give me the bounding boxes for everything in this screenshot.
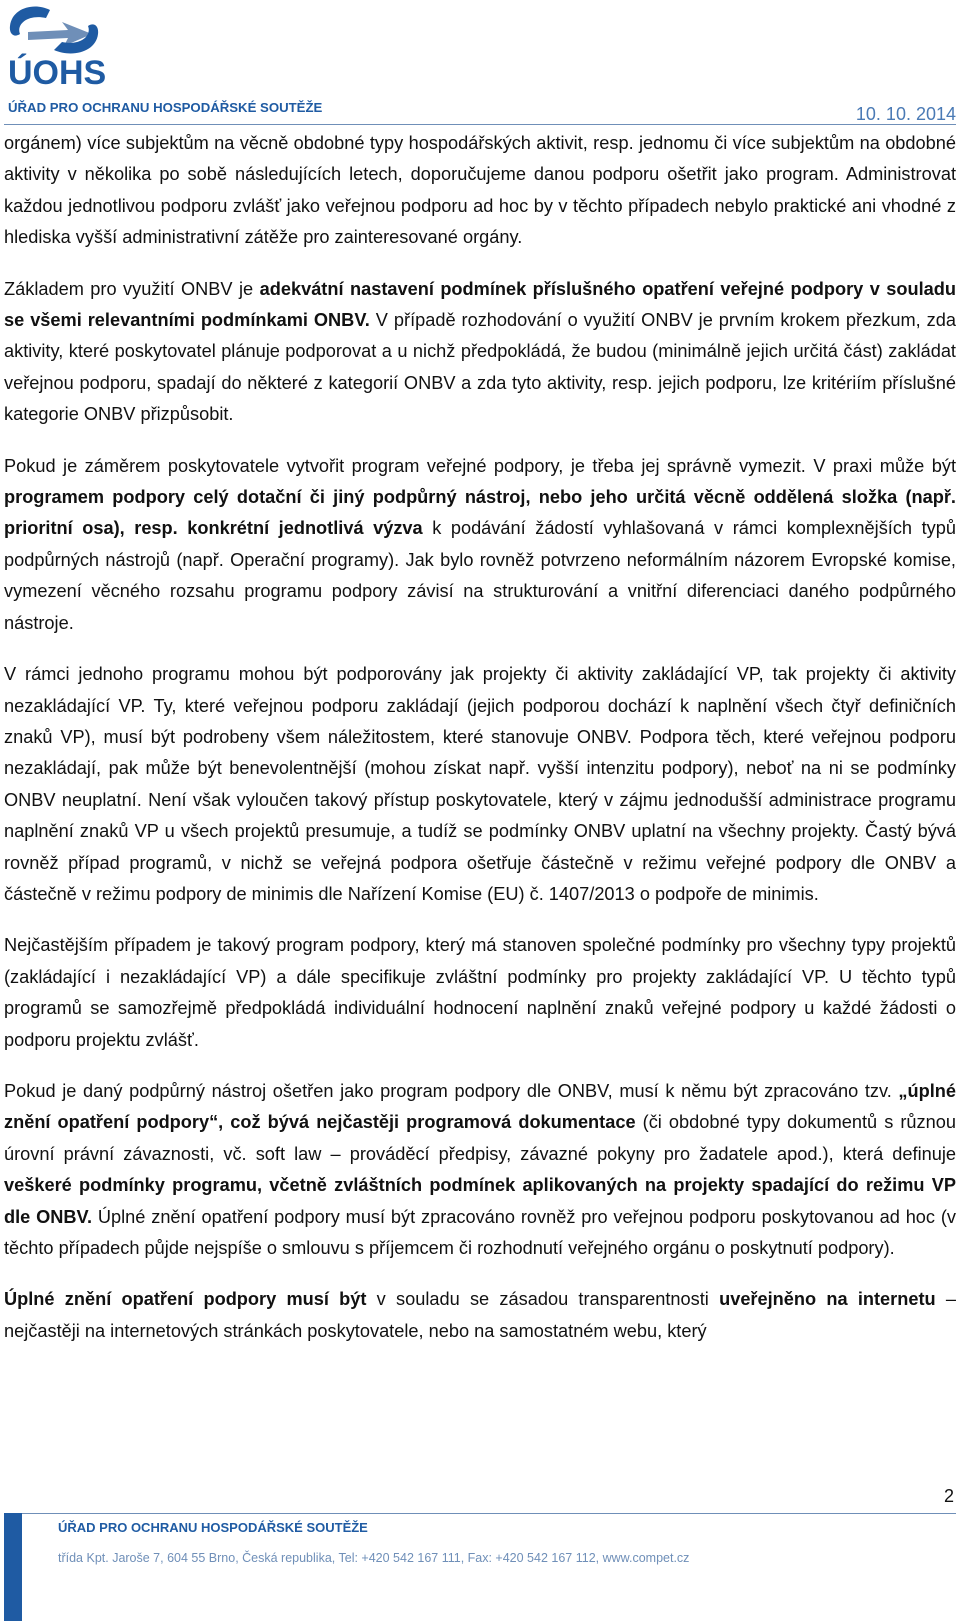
emphasis-text: uveřejněno na internetu (719, 1289, 936, 1310)
paragraph-2 (4, 274, 956, 431)
paragraph-text: Pokud je záměrem poskytovatele vytvořit program veřejné podpory, je třeba jej správně vymezit. V praxi může být (4, 455, 956, 476)
emphasis-text: Úplné znění opatření podpory musí být (4, 1289, 367, 1310)
logo-arrows-icon (6, 4, 106, 56)
paragraph-7 (4, 1284, 956, 1347)
paragraph-text: k podávání žádostí vyhlašovaná v rámci komplexnějších typů podpůrných nástrojů (např. Operační programy). Jak bylo rovněž potvrzeno neformálním názorem Evropské komise, vymezení věcného rozsahu programu podpory závisí na strukturování a vnitřní diferenciaci daného podpůrného nástroje. (4, 518, 956, 633)
header-divider (4, 124, 956, 125)
emphasis-text: veškeré podmínky programu, včetně zvláštních podmínek aplikovaných na projekty spadající do režimu VP dle ONBV. (4, 1175, 956, 1227)
paragraph-text: – nejčastěji na internetových stránkách poskytovatele, nebo na samostatném webu, který (4, 1289, 956, 1341)
paragraph-text: V rámci jednoho programu mohou být podporovány jak projekty či aktivity zakládající VP, tak projekty či aktivity nezakládající VP. Ty, které veřejnou podporu zakládají (jejich podporou dochází k naplnění všech čtyř definičních znaků VP), musí být podrobeny všem náležitostem, které stanovuje ONBV. Podpora těch, které veřejnou podporu nezakládají, pak může být benevolentnější (mohou získat např. vyšší intenzitu podpory), neboť na ni se podmínky ONBV neuplatní. Není však vyloučen takový přístup poskytovatele, který v zájmu jednodušší administrace programu naplnění znaků VP u všech projektů presumuje, a tudíž se podmínky ONBV uplatní na všechny projekty. Častý bývá rovněž případ programů, v nichž se veřejná podpora ošetřuje částečně v režimu veřejné podpory dle ONBV a částečně v režimu podpory de minimis dle Nařízení Komise (EU) č. 1407/2013 o podpoře de minimis. (4, 664, 956, 904)
footer-accent-bar (4, 1513, 22, 1621)
paragraph-5 (4, 930, 956, 1056)
paragraph-text: Nejčastějším případem je takový program podpory, který má stanoven společné podmínky pro všechny typy projektů (zakládající i nezakládající VP) a dále specifikuje zvláštní podmínky pro projekty zakládající VP. U těchto typů programů se samozřejmě předpokládá individuální hodnocení naplnění znaků veřejné podpory u každé žádosti o podporu projektu zvlášť. (4, 935, 956, 1050)
paragraph-6 (4, 1076, 956, 1264)
emphasis-text: „úplné znění opatření podpory“, což bývá nejčastěji programová dokumentace (4, 1080, 956, 1133)
paragraph-text: Úplné znění opatření podpory musí být zpracováno rovněž pro veřejnou podporu poskytovanou ad hoc (v těchto případech půjde nejspíše o smlouvu s příjemcem či rozhodnutí veřejného orgánu o poskytnutí podpory). (4, 1206, 956, 1258)
paragraph-text: orgánem) více subjektům na věcně obdobné typy hospodářských aktivit, resp. jednomu či více subjektům na obdobné aktivity v několika po sobě následujících letech, doporučujeme danou podporu ošetřit jako program. Administrovat každou jednotlivou podporu zvlášť jako veřejnou podporu ad hoc by v těchto případech nebylo praktické ani vhodné z hlediska vyšší administrativní zátěže pro zainteresované orgány. (4, 133, 956, 248)
logo-acronym: ÚOHS (8, 54, 107, 92)
paragraph-1 (4, 128, 956, 254)
paragraph-4 (4, 659, 956, 910)
page-number: 2 (943, 1486, 954, 1506)
logo-fullname: ÚŘAD PRO OCHRANU HOSPODÁŘSKÉ SOUTĚŽE (8, 100, 323, 115)
paragraph-3 (4, 451, 956, 639)
paragraph-text: v souladu se zásadou transparentnosti (366, 1289, 720, 1310)
paragraph-text: (či obdobné typy dokumentů s různou úrovní právní závaznosti, vč. soft law – prováděcí předpisy, závazné pokyny pro žadatele apod.), která definuje (4, 1112, 956, 1164)
document-body (4, 128, 956, 1367)
emphasis-text: adekvátní nastavení podmínek příslušného opatření veřejné podpory v souladu se všemi relevantními podmínkami ONBV. (4, 278, 956, 331)
paragraph-text: Pokud je daný podpůrný nástroj ošetřen jako program podpory dle ONBV, musí k němu být zpracováno tzv. (4, 1080, 899, 1101)
emphasis-text: programem podpory celý dotační či jiný podpůrný nástroj, nebo jeho určitá věcně oddělená složka (např. prioritní osa), resp. konkrétní jednotlivá výzva (4, 487, 956, 539)
footer-org-name: ÚŘAD PRO OCHRANU HOSPODÁŘSKÉ SOUTĚŽE (58, 1520, 368, 1535)
paragraph-text: Základem pro využití ONBV je (4, 278, 260, 299)
footer-divider (4, 1513, 956, 1514)
paragraph-text: V případě rozhodování o využití ONBV je prvním krokem přezkum, zda aktivity, které poskytovatel plánuje podporovat a u nichž předpokládá, že budou (minimálně jejich určitá část) zakládat veřejnou podporu, spadají do některé z kategorií ONBV a zda tyto aktivity, resp. jejich podporu, lze kritériím příslušné kategorie ONBV přizpůsobit. (4, 310, 956, 425)
header-date: 10. 10. 2014 (855, 104, 956, 124)
uohs-logo (6, 4, 336, 118)
footer-address: třída Kpt. Jaroše 7, 604 55 Brno, Česká republika, Tel: +420 542 167 111, Fax: +420 542 167 112, www.compet.cz (58, 1551, 690, 1565)
